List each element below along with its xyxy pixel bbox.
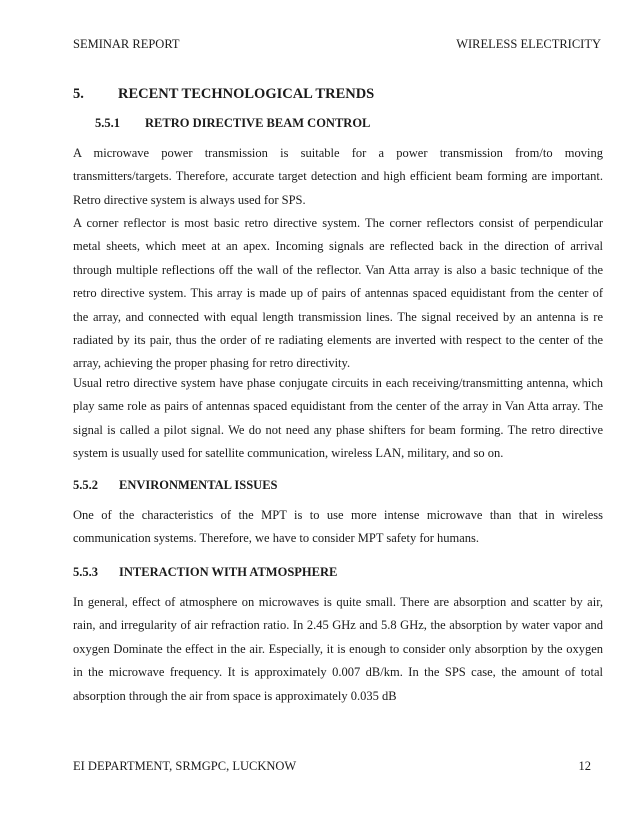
section-heading bbox=[73, 86, 374, 103]
subsection-title: INTERACTION WITH ATMOSPHERE bbox=[119, 565, 338, 579]
footer-department: EI DEPARTMENT, SRMGPC, LUCKNOW bbox=[73, 759, 297, 773]
subsection-heading-5-5-3 bbox=[73, 565, 337, 580]
section-title: RECENT TECHNOLOGICAL TRENDS bbox=[118, 86, 375, 102]
subsection-heading-5-5-1 bbox=[95, 116, 370, 131]
subsection-number: 5.5.3 bbox=[73, 565, 98, 579]
subsection-title: ENVIRONMENTAL ISSUES bbox=[119, 478, 278, 492]
section-number: 5. bbox=[73, 86, 84, 102]
paragraph: In general, effect of atmosphere on microwaves is quite small. There are absorption and scatter by air, rain, and irregularity of air refraction ratio. In 2.45 GHz and 5.8 GHz, the absorption by water vapor and oxygen Dominate the effect in the air. Especially, it is enough to consider only absorption by the oxygen in the microwave frequency. It is approximately 0.007 dB/km. In the SPS case, the amount of total absorption through the air from space is approximately 0.035 dB bbox=[73, 595, 603, 703]
paragraph: One of the characteristics of the MPT is to use more intense microwave than that in wireless communication systems. Therefore, we have to consider MPT safety for humans. bbox=[73, 508, 603, 546]
subsection-number: 5.5.2 bbox=[73, 478, 98, 492]
header-left: SEMINAR REPORT bbox=[73, 37, 180, 51]
header-right: WIRELESS ELECTRICITY bbox=[456, 37, 601, 51]
paragraph: Usual retro directive system have phase conjugate circuits in each receiving/transmitting antenna, which play same role as pairs of antennas spaced equidistant from the center of the array in Van Atta array. The signal is called a pilot signal. We do not need any phase shifters for beam forming. The retro directive system is usually used for satellite communication, wireless LAN, military, and so on. bbox=[73, 376, 603, 461]
subsection-number: 5.5.1 bbox=[95, 116, 120, 130]
paragraph: A microwave power transmission is suitable for a power transmission from/to moving transmitters/targets. Therefore, accurate target detection and high efficient beam forming are important. Retro directive system is always used for SPS. bbox=[73, 146, 603, 207]
page-number: 12 bbox=[578, 759, 591, 773]
paragraph: A corner reflector is most basic retro directive system. The corner reflectors consist of perpendicular metal sheets, which meet at an apex. Incoming signals are reflected back in the direction of arrival through multiple reflections off the wall of the reflector. Van Atta array is also a basic technique of the retro directive system. This array is made up of pairs of antennas spaced equidistant from the center of the array, and connected with equal length transmission lines. The signal received by an antenna is re radiated by its pair, thus the order of re radiating elements are inverted with respect to the center of the array, achieving the proper phasing for retro directivity. bbox=[73, 216, 603, 371]
subsection-heading-5-5-2 bbox=[73, 478, 278, 493]
subsection-title: RETRO DIRECTIVE BEAM CONTROL bbox=[145, 116, 371, 130]
